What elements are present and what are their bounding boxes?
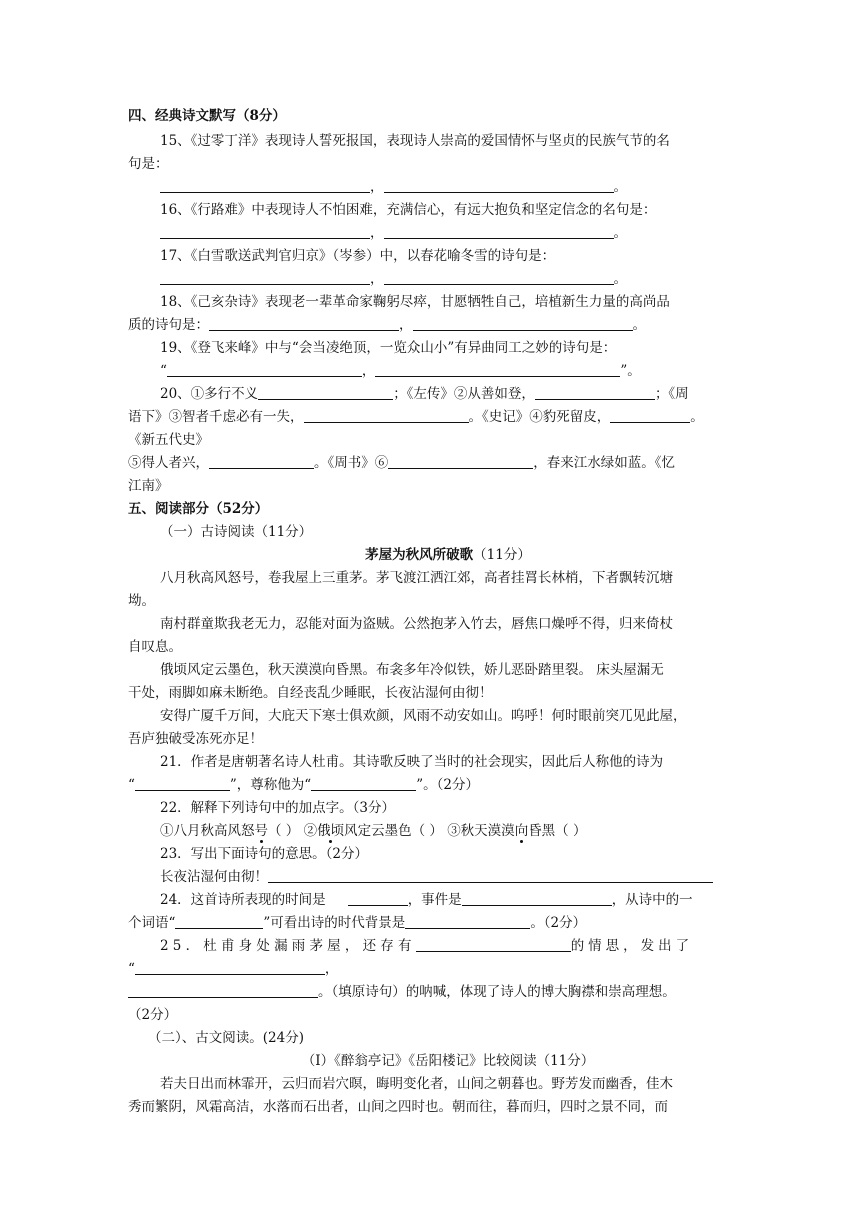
- q19-quote-close: ”。: [620, 363, 641, 379]
- q20-blank-6[interactable]: [388, 454, 533, 469]
- poem-line: 自叹息。: [128, 639, 182, 655]
- q15-text: 15、《过零丁洋》表现诗人誓死报国，表现诗人崇高的爱国情怀与坚贞的民族气节的名: [160, 133, 670, 149]
- q20-part-f: 。: [690, 409, 704, 425]
- prose-line: 若夫日出而林霏开，云归而岩穴暝，晦明变化者，山间之朝暮也。野芳发而幽香，佳木: [160, 1076, 673, 1092]
- q16-answer-line: [160, 223, 735, 243]
- q25-score: （2分）: [128, 1007, 178, 1023]
- q19-text: 19、《登飞来峰》中与“会当凌绝顶，一览众山小”有异曲同工之妙的诗句是：: [160, 340, 617, 356]
- q23-answer-line: [160, 867, 735, 887]
- q24-part-b: ，事件是: [407, 892, 462, 908]
- q25-blank-2[interactable]: [135, 960, 325, 975]
- q22-dotted-char: 号: [254, 823, 268, 839]
- q18-blank-1[interactable]: [209, 316, 399, 331]
- q15-period: 。: [613, 179, 627, 195]
- q19-quote-open: “: [160, 363, 167, 379]
- q17-blank-2[interactable]: [384, 270, 614, 285]
- q20-blank-3[interactable]: [304, 408, 469, 423]
- part2-title: （二）、古文阅读。(24分): [148, 1030, 304, 1046]
- q25-part-a: 25．杜甫身处漏雨茅屋，还存有: [160, 938, 416, 954]
- q21-blank-1[interactable]: [135, 776, 230, 791]
- q18-comma: ，: [399, 317, 413, 333]
- q22-dotted-char: 向: [514, 823, 529, 839]
- q20-line-1: [160, 384, 735, 404]
- q24-part-a: 24．这首诗所表现的时间是: [160, 892, 326, 908]
- q24-part-e: ”可看出诗的时代背景是: [263, 915, 406, 931]
- q24-line-2: [128, 913, 703, 933]
- q19-answer-line: [160, 361, 735, 381]
- q15-answer-line: [160, 177, 735, 197]
- part1-title: （一）古诗阅读（11分）: [160, 524, 313, 540]
- q17-text: 17、《白雪歌送武判官归京》（岑参）中，以春花喻冬雪的诗句是：: [160, 248, 556, 264]
- q20-part-h: ⑤得人者兴，: [128, 455, 209, 471]
- q24-line-1: [160, 890, 735, 910]
- q20-blank-2[interactable]: [535, 385, 655, 400]
- q23-blank[interactable]: [268, 868, 713, 883]
- q21-blank-2[interactable]: [311, 776, 416, 791]
- section4-title: 四、经典诗文默写（8分）: [128, 108, 286, 124]
- q23-text: 23．写出下面诗句的意思。（2分）: [160, 846, 369, 862]
- q17-answer-line: [160, 269, 735, 289]
- q24-blank-2[interactable]: [462, 891, 612, 906]
- q19-comma: ，: [361, 363, 376, 379]
- poem-title: 茅屋为秋风所破歌: [365, 547, 474, 563]
- q19-blank-1[interactable]: [167, 362, 362, 377]
- q20-line-4: 江南》: [128, 478, 169, 494]
- q15-blank-1[interactable]: [160, 178, 370, 193]
- q19-blank-2[interactable]: [375, 362, 620, 377]
- q25-line-3: [128, 982, 703, 1002]
- q20-blank-1[interactable]: [258, 385, 393, 400]
- q18-period: 。: [632, 317, 646, 333]
- poem-line: 南村群童欺我老无力，忍能对面为盗贼。公然抱茅入竹去，唇焦口燥呼不得，归来倚杖: [160, 616, 673, 632]
- q16-blank-1[interactable]: [160, 224, 370, 239]
- poem-title-line: [128, 545, 768, 565]
- q17-comma: ，: [370, 271, 384, 287]
- q25-part-d: ，: [324, 961, 339, 977]
- q25-part-b: 的情思，发出了: [570, 938, 694, 954]
- poem-line: 坳。: [128, 593, 155, 609]
- q16-blank-2[interactable]: [384, 224, 614, 239]
- q23-line: 长夜沾湿何由彻！: [160, 869, 268, 885]
- poem-score: （11分）: [473, 547, 531, 563]
- q20-blank-5[interactable]: [209, 454, 314, 469]
- poem-line: 俄顷风定云墨色，秋天漠漠向昏黑。布衾多年冷似铁，娇儿恶卧踏里裂。 床头屋漏无: [160, 662, 664, 678]
- q24-part-d: 个词语“: [128, 915, 176, 931]
- q16-text: 16、《行路难》中表现诗人不怕困难，充满信心，有远大抱负和坚定信念的名句是：: [160, 202, 657, 218]
- q25-part-c: “: [128, 961, 135, 977]
- q17-period: 。: [613, 271, 627, 287]
- q22-dotted-char: 俄顷: [317, 823, 345, 839]
- q22-item2-paren[interactable]: 风定云墨色（ ）: [344, 823, 443, 839]
- q24-part-f: 。（2分）: [530, 915, 587, 931]
- q18-blank-2[interactable]: [413, 316, 633, 331]
- q21-text: 21．作者是唐朝著名诗人杜甫。其诗歌反映了当时的社会现实，因此后人称他的诗为: [160, 754, 664, 770]
- q20-blank-4[interactable]: [610, 408, 690, 423]
- q15-blank-2[interactable]: [384, 178, 614, 193]
- q20-source: 《新五代史》: [128, 432, 209, 448]
- q21-part-c: ”，尊称他为“: [229, 777, 312, 793]
- q21-part-d: ”。（2分）: [416, 777, 479, 793]
- q20-part-a: 20、①多行不义: [160, 386, 259, 402]
- q24-blank-3[interactable]: [175, 914, 263, 929]
- q20-part-c: ；《周: [654, 386, 689, 402]
- poem-line: 安得广厦千万间，大庇天下寒士俱欢颜，风雨不动安如山。呜呼！何时眼前突兀见此屋，: [160, 708, 687, 724]
- section5-title: 五、阅读部分（52分）: [128, 501, 269, 517]
- q22-text: 22．解释下列诗句中的加点字。（3分）: [160, 800, 396, 816]
- q17-blank-1[interactable]: [160, 270, 370, 285]
- q25-blank-1[interactable]: [416, 937, 571, 952]
- q18-cont: 质的诗句是：: [128, 317, 209, 333]
- q22-item3-paren[interactable]: 昏黑（ ）: [528, 823, 587, 839]
- q25-part-e: 。（填原诗句）的呐喊，体现了诗人的博大胸襟和崇高理想。: [318, 984, 676, 1000]
- q22-item3: ③秋天漠漠: [447, 823, 515, 839]
- poem-line: 吾庐独破受冻死亦足！: [128, 731, 263, 747]
- q18-answer-line: [128, 315, 703, 335]
- part2-subtitle: （Ⅰ）《醉翁亭记》《岳阳楼记》比较阅读（11分）: [301, 1053, 595, 1069]
- q21-part-b: “: [128, 777, 135, 793]
- q15-cont: 句是：: [128, 156, 169, 172]
- q22-items: [160, 821, 735, 841]
- q22-item2: ②: [303, 823, 318, 839]
- q18-text: 18、《己亥杂诗》表现老一辈革命家鞠躬尽瘁，甘愿牺牲自己，培植新生力量的高尚品: [160, 294, 670, 310]
- q22-item1-paren[interactable]: （ ）: [268, 823, 300, 839]
- q22-item1: ①八月秋高风怒: [160, 823, 255, 839]
- q20-part-e: 。《史记》④豹死留皮，: [468, 409, 611, 425]
- q25-blank-3[interactable]: [128, 983, 318, 998]
- q20-part-j: ，春来江水绿如蓝。《忆: [533, 455, 675, 471]
- q20-part-d: 语下》③智者千虑必有一失，: [128, 409, 304, 425]
- q24-blank-4[interactable]: [405, 914, 530, 929]
- q20-part-i: 。《周书》⑥: [314, 455, 389, 471]
- q24-part-c: ，从诗中的一: [611, 892, 693, 908]
- q20-line-3: [128, 453, 703, 473]
- q20-part-b: ；《左传》②从善如登，: [393, 386, 535, 402]
- poem-line: 干处，雨脚如麻未断绝。自经丧乱少睡眠，长夜沾湿何由彻！: [128, 685, 493, 701]
- q24-blank-1[interactable]: [348, 891, 408, 906]
- q16-period: 。: [613, 225, 627, 241]
- q25-line-2: [128, 959, 703, 979]
- q21-answer-line: [128, 775, 703, 795]
- q25-line-1: [160, 936, 735, 956]
- prose-line: 秀而繁阴，风霜高洁，水落而石出者，山间之四时也。朝而往，暮而归，四时之景不同，而: [128, 1099, 668, 1115]
- q16-comma: ，: [370, 225, 384, 241]
- poem-line: 八月秋高风怒号，卷我屋上三重茅。茅飞渡江洒江郊，高者挂罥长林梢，下者飘转沉塘: [160, 570, 673, 586]
- q15-comma: ，: [370, 179, 384, 195]
- q20-line-2: [128, 407, 703, 427]
